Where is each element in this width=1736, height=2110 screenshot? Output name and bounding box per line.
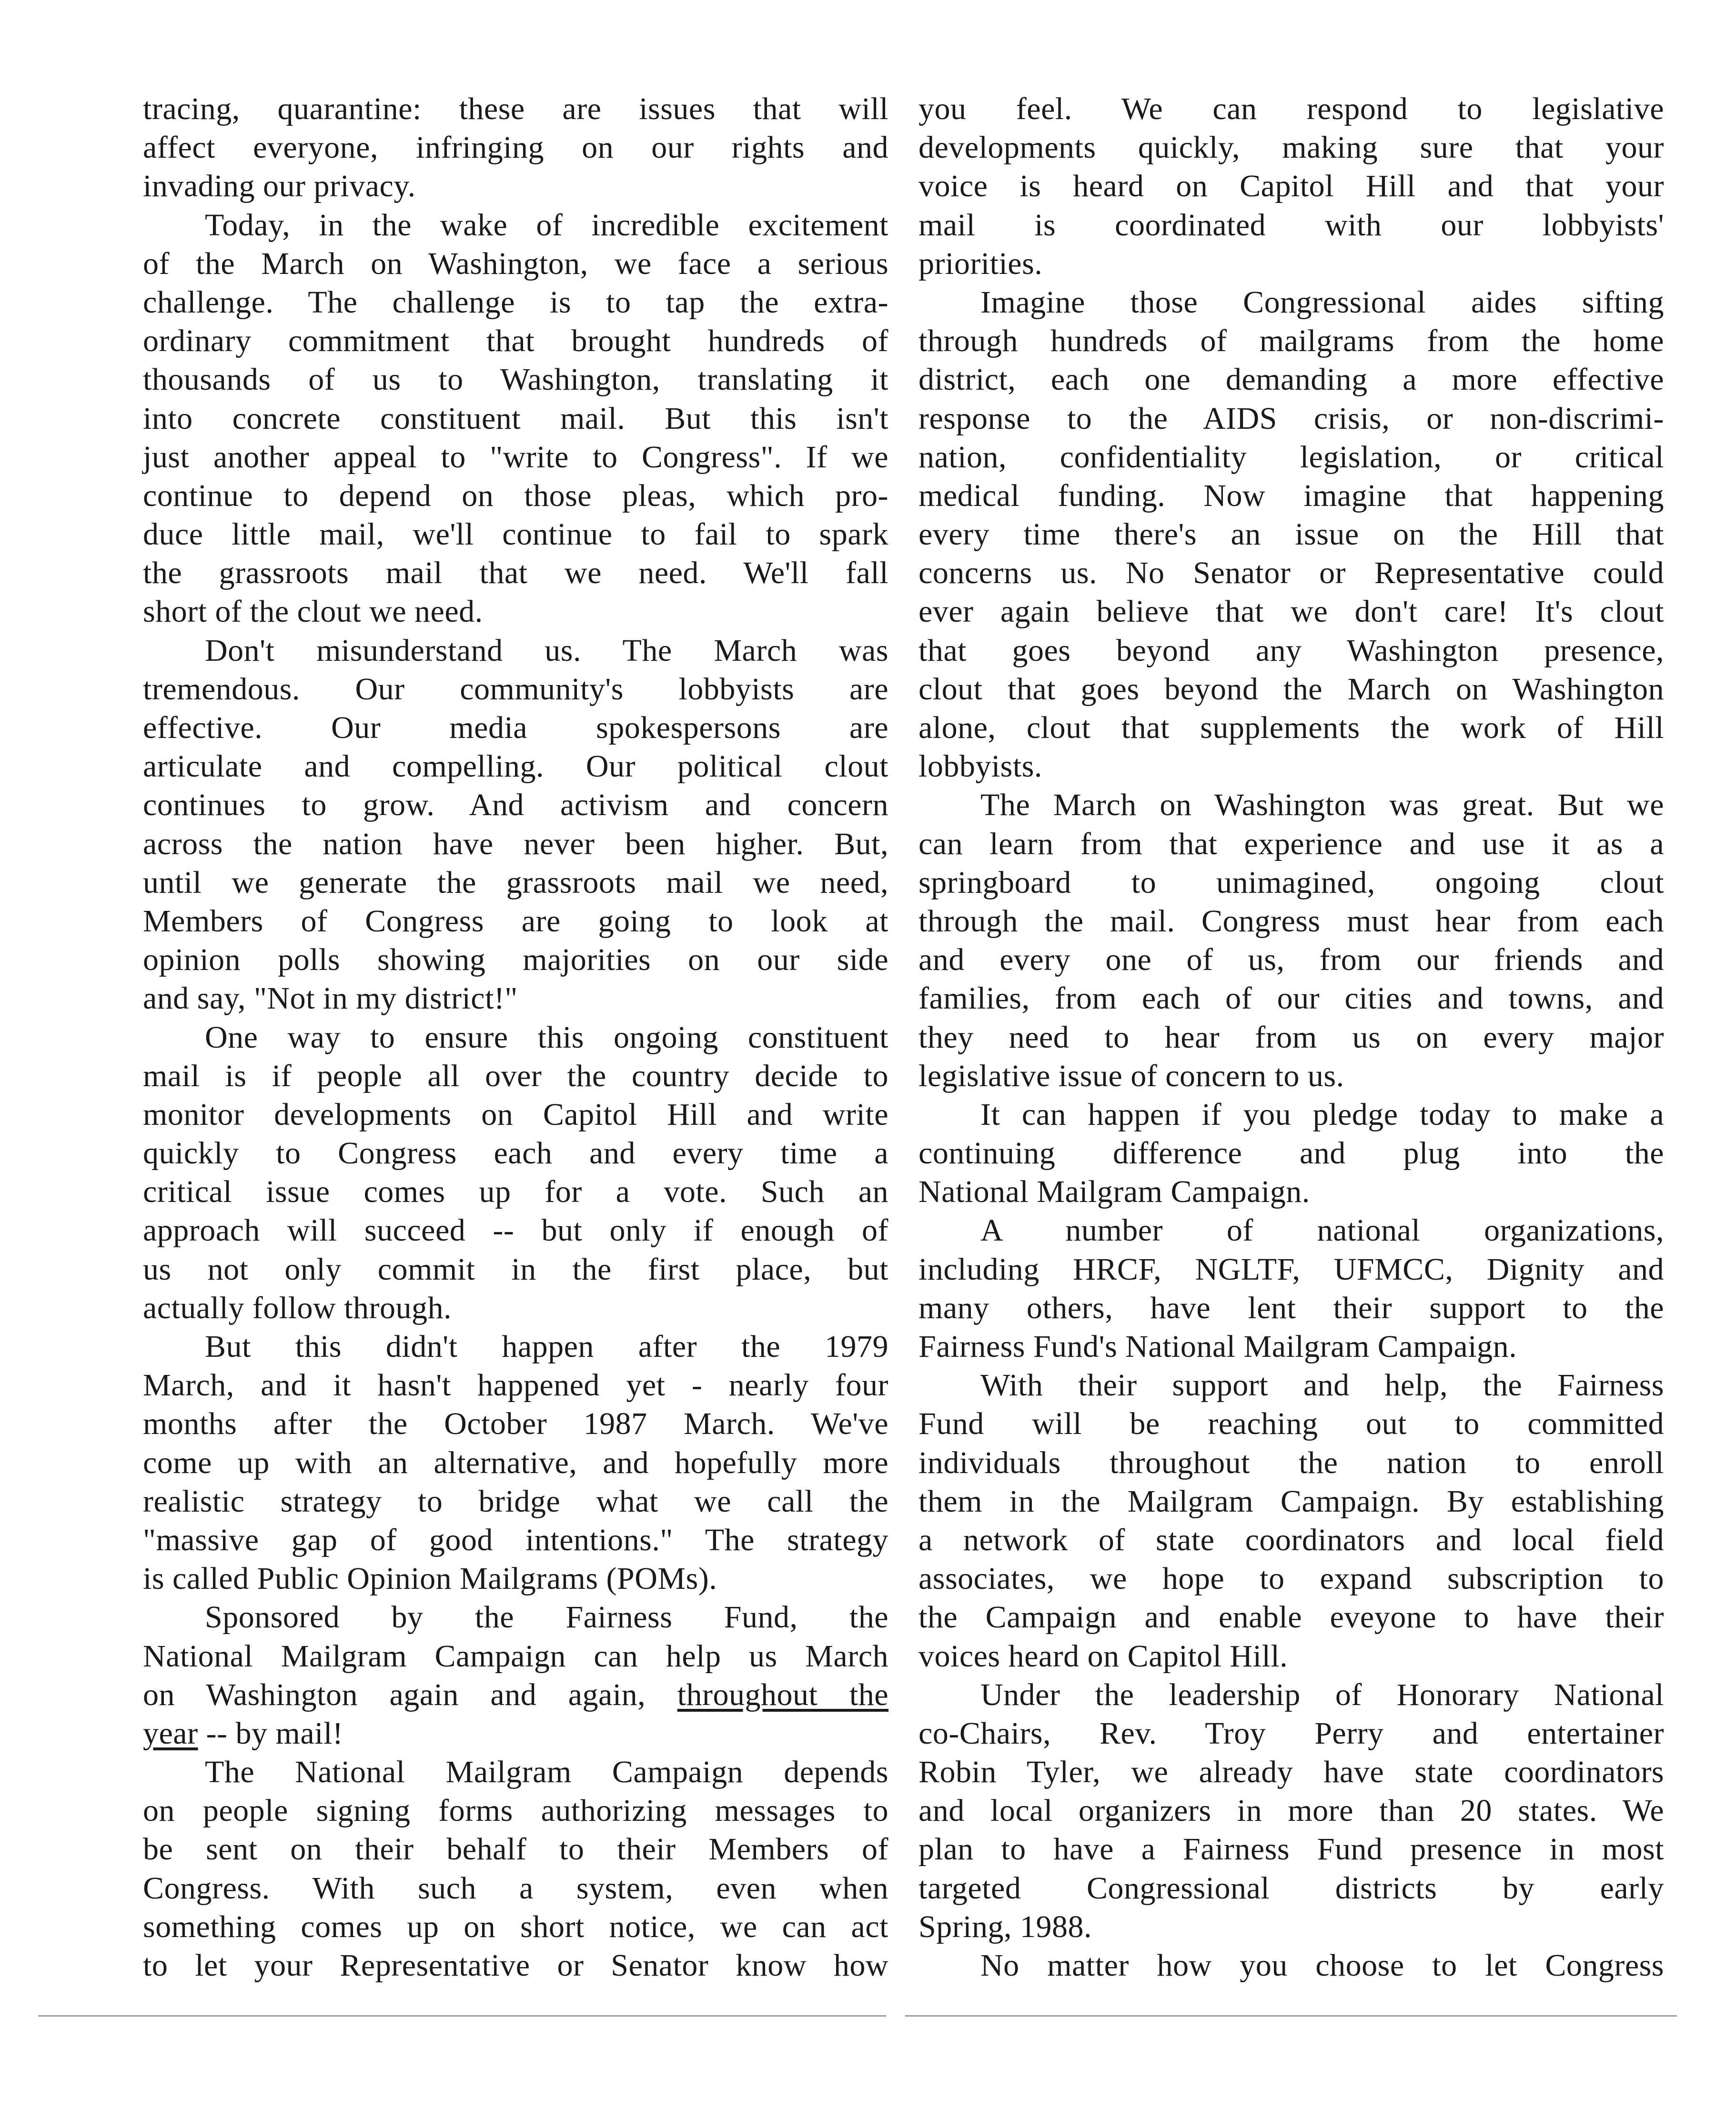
text-line <box>918 940 1664 979</box>
line-text: It can happen if you pledge today to make a <box>980 1097 1664 1132</box>
text-line <box>143 1327 888 1366</box>
line-text: and every one of us, from our friends and <box>918 942 1664 978</box>
line-text: Robin Tyler, we already have state coordinators <box>918 1755 1664 1790</box>
line-text: continuing difference and plug into the <box>918 1136 1664 1171</box>
line-text: across the nation have never been higher. But, <box>143 826 888 861</box>
line-text: One way to ensure this ongoing constituent <box>205 1020 888 1055</box>
line-text: quickly to Congress each and every time a <box>143 1136 888 1171</box>
footer-rule-right <box>905 2015 1677 2017</box>
line-text: response to the AIDS crisis, or non-discrimi- <box>918 401 1664 436</box>
line-text: realistic strategy to bridge what we call the <box>143 1484 888 1519</box>
text-line <box>918 1908 1664 1946</box>
text-line <box>918 1946 1664 1985</box>
line-text: The National Mailgram Campaign depends <box>205 1755 888 1790</box>
footer-rule-left <box>38 2015 886 2017</box>
text-line <box>918 360 1664 399</box>
line-text: through the mail. Congress must hear from each <box>918 903 1664 939</box>
line-text: months after the October 1987 March. We've <box>143 1406 888 1442</box>
text-line <box>143 476 888 515</box>
line-text: medical funding. Now imagine that happening <box>918 478 1664 513</box>
line-text: co-Chairs, Rev. Troy Perry and entertainer <box>918 1716 1664 1751</box>
underlined-text: year <box>143 1716 198 1751</box>
text-line <box>143 670 888 708</box>
text-line <box>918 1172 1664 1211</box>
text-line <box>918 1714 1664 1753</box>
line-text: duce little mail, we'll continue to fail to spark <box>143 517 888 552</box>
text-line <box>143 1250 888 1289</box>
text-line <box>143 1908 888 1946</box>
text-line <box>143 1444 888 1482</box>
line-text: of the March on Washington, we face a serious <box>143 246 888 281</box>
text-line <box>143 167 888 205</box>
line-text: But this didn't happen after the 1979 <box>205 1329 888 1364</box>
line-text: clout that goes beyond the March on Washington <box>918 671 1664 707</box>
line-text: voice is heard on Capitol Hill and that your <box>918 169 1664 204</box>
text-line <box>918 1289 1664 1327</box>
text-line <box>918 708 1664 747</box>
line-text: into concrete constituent mail. But this isn't <box>143 401 888 436</box>
text-line <box>918 786 1664 824</box>
line-text: just another appeal to "write to Congress". If we <box>143 439 888 474</box>
line-text: challenge. The challenge is to tap the extra- <box>143 284 888 320</box>
text-line <box>143 825 888 863</box>
line-text: us not only commit in the first place, but <box>143 1252 888 1287</box>
text-line <box>143 283 888 322</box>
line-text: continue to depend on those pleas, which pro- <box>143 478 888 513</box>
text-line <box>143 1676 888 1714</box>
line-text: alone, clout that supplements the work of Hill <box>918 710 1664 745</box>
text-line <box>918 1018 1664 1057</box>
left-column <box>143 90 888 1985</box>
line-text: plan to have a Fairness Fund presence in most <box>918 1832 1664 1867</box>
text-line <box>918 1637 1664 1676</box>
text-line <box>918 1366 1664 1404</box>
line-text: ordinary commitment that brought hundreds of <box>143 323 888 359</box>
text-line <box>143 438 888 476</box>
line-text: they need to hear from us on every major <box>918 1020 1664 1055</box>
line-text: No matter how you choose to let Congress <box>980 1948 1664 1983</box>
line-text: ever again believe that we don't care! It's clout <box>918 594 1664 629</box>
line-text: and say, "Not in my district!" <box>143 981 518 1016</box>
text-line <box>143 1057 888 1095</box>
text-line <box>918 747 1664 786</box>
line-text: Sponsored by the Fairness Fund, the <box>205 1600 888 1635</box>
line-text: is called Public Opinion Mailgrams (POMs). <box>143 1561 717 1596</box>
line-text: With their support and help, the Fairness <box>980 1368 1664 1403</box>
text-line <box>143 1404 888 1443</box>
text-line <box>143 979 888 1018</box>
line-text: a network of state coordinators and local field <box>918 1522 1664 1557</box>
text-line <box>918 1830 1664 1868</box>
text-line <box>918 1521 1664 1559</box>
text-line <box>918 322 1664 360</box>
line-text: Spring, 1988. <box>918 1909 1092 1944</box>
line-text: many others, have lent their support to the <box>918 1290 1664 1325</box>
text-line <box>918 1753 1664 1791</box>
text-line <box>918 244 1664 283</box>
text-line <box>918 1404 1664 1443</box>
line-text: nation, confidentiality legislation, or critical <box>918 439 1664 474</box>
line-text: continues to grow. And activism and concern <box>143 787 888 823</box>
line-text: monitor developments on Capitol Hill and write <box>143 1097 888 1132</box>
text-line <box>918 1482 1664 1521</box>
text-line <box>143 244 888 283</box>
text-line <box>918 979 1664 1018</box>
line-text: lobbyists. <box>918 749 1042 784</box>
text-line <box>143 1521 888 1559</box>
line-text: short of the clout we need. <box>143 594 483 629</box>
line-text: mail is coordinated with our lobbyists' <box>918 207 1664 242</box>
text-line <box>918 1791 1664 1830</box>
line-text: families, from each of our cities and towns, and <box>918 981 1664 1016</box>
text-line <box>918 128 1664 167</box>
text-line <box>918 1134 1664 1172</box>
line-text: Under the leadership of Honorary National <box>980 1677 1664 1712</box>
text-line <box>918 825 1664 863</box>
line-text: A number of national organizations, <box>980 1213 1664 1248</box>
line-text: come up with an alternative, and hopefully more <box>143 1445 888 1480</box>
line-text: including HRCF, NGLTF, UFMCC, Dignity and <box>918 1252 1664 1287</box>
text-line <box>918 167 1664 205</box>
line-text: targeted Congressional districts by early <box>918 1870 1664 1906</box>
text-line <box>143 708 888 747</box>
text-line <box>918 592 1664 631</box>
line-text: and local organizers in more than 20 states. We <box>918 1793 1664 1828</box>
text-line <box>918 1057 1664 1095</box>
text-line <box>918 1869 1664 1908</box>
text-line <box>918 1327 1664 1366</box>
text-line <box>918 1250 1664 1289</box>
line-text: district, each one demanding a more effective <box>918 362 1664 397</box>
line-text: concerns us. No Senator or Representative could <box>918 555 1664 591</box>
line-text: that goes beyond any Washington presence, <box>918 633 1664 668</box>
text-line <box>918 1559 1664 1598</box>
text-line <box>143 1559 888 1598</box>
text-line <box>143 1598 888 1636</box>
text-line <box>918 631 1664 670</box>
text-line <box>143 1211 888 1250</box>
line-text: the grassroots mail that we need. We'll fall <box>143 555 888 591</box>
text-line <box>143 1946 888 1985</box>
text-line <box>918 515 1664 554</box>
line-text: actually follow through. <box>143 1290 452 1325</box>
line-text: National Mailgram Campaign. <box>918 1174 1310 1210</box>
text-line <box>143 592 888 631</box>
line-text: "massive gap of good intentions." The strategy <box>143 1522 888 1557</box>
line-text: Today, in the wake of incredible excitement <box>205 207 888 242</box>
text-line <box>143 1869 888 1908</box>
line-text: effective. Our media spokespersons are <box>143 710 888 745</box>
line-text: tracing, quarantine: these are issues that will <box>143 91 888 126</box>
line-text: articulate and compelling. Our political clout <box>143 749 888 784</box>
line-text: to let your Representative or Senator know how <box>143 1948 888 1983</box>
text-line <box>143 322 888 360</box>
line-text: legislative issue of concern to us. <box>918 1058 1344 1093</box>
text-line <box>143 1791 888 1830</box>
text-line <box>918 1444 1664 1482</box>
line-text: can learn from that experience and use it as a <box>918 826 1664 861</box>
text-line <box>143 786 888 824</box>
text-line <box>918 863 1664 902</box>
text-line <box>918 206 1664 244</box>
line-text: Don't misunderstand us. The March was <box>205 633 888 668</box>
line-text: critical issue comes up for a vote. Such an <box>143 1174 888 1210</box>
line-text: associates, we hope to expand subscription to <box>918 1561 1664 1596</box>
line-text: Members of Congress are going to look at <box>143 903 888 939</box>
line-text: on people signing forms authorizing messages to <box>143 1793 888 1828</box>
text-line <box>143 1830 888 1868</box>
text-line <box>143 863 888 902</box>
text-line <box>143 1095 888 1134</box>
text-line <box>918 1211 1664 1250</box>
text-line <box>143 1366 888 1404</box>
text-line <box>918 1676 1664 1714</box>
line-text: on Washington again and again, <box>143 1677 646 1712</box>
text-line <box>918 1598 1664 1636</box>
right-column <box>918 90 1664 1985</box>
line-text: until we generate the grassroots mail we need, <box>143 865 888 900</box>
line-text: you feel. We can respond to legislative <box>918 91 1664 126</box>
line-text: thousands of us to Washington, translating it <box>143 362 888 397</box>
text-line <box>143 360 888 399</box>
text-line <box>143 399 888 438</box>
text-line <box>143 515 888 554</box>
text-line <box>918 670 1664 708</box>
text-line <box>143 940 888 979</box>
text-line <box>143 206 888 244</box>
line-text: -- by mail! <box>206 1716 343 1751</box>
line-text: Imagine those Congressional aides sifting <box>980 284 1664 320</box>
text-line <box>143 128 888 167</box>
text-line <box>143 902 888 940</box>
line-text: approach will succeed -- but only if enough of <box>143 1213 888 1248</box>
text-line <box>143 1714 888 1753</box>
line-text: opinion polls showing majorities on our side <box>143 942 888 978</box>
line-text: Fund will be reaching out to committed <box>918 1406 1664 1442</box>
text-line <box>143 554 888 592</box>
text-line <box>918 1095 1664 1134</box>
line-text: invading our privacy. <box>143 169 416 204</box>
text-line <box>143 1637 888 1676</box>
text-line <box>918 90 1664 128</box>
text-line <box>143 1134 888 1172</box>
line-text: Fairness Fund's National Mailgram Campaign. <box>918 1329 1517 1364</box>
line-text: Congress. With such a system, even when <box>143 1870 888 1906</box>
line-text: developments quickly, making sure that your <box>918 130 1664 165</box>
text-line <box>918 476 1664 515</box>
line-text: springboard to unimagined, ongoing clout <box>918 865 1664 900</box>
text-line <box>918 438 1664 476</box>
text-line <box>143 1018 888 1057</box>
line-text: priorities. <box>918 246 1043 281</box>
line-text: March, and it hasn't happened yet - nearly four <box>143 1368 888 1403</box>
underlined-text: throughout the <box>677 1677 888 1712</box>
text-line <box>143 1482 888 1521</box>
line-text: mail is if people all over the country decide to <box>143 1058 888 1093</box>
line-text: National Mailgram Campaign can help us March <box>143 1638 888 1674</box>
text-line <box>918 902 1664 940</box>
line-text: them in the Mailgram Campaign. By establishing <box>918 1484 1664 1519</box>
text-line <box>143 90 888 128</box>
line-text: affect everyone, infringing on our rights and <box>143 130 888 165</box>
text-line <box>143 1289 888 1327</box>
line-text: tremendous. Our community's lobbyists are <box>143 671 888 707</box>
line-text: individuals throughout the nation to enroll <box>918 1445 1664 1480</box>
text-line <box>143 631 888 670</box>
line-text: the Campaign and enable eveyone to have their <box>918 1600 1664 1635</box>
text-line <box>143 1172 888 1211</box>
line-text: every time there's an issue on the Hill that <box>918 517 1664 552</box>
line-text: The March on Washington was great. But we <box>980 787 1664 823</box>
text-line <box>918 399 1664 438</box>
line-text: be sent on their behalf to their Members of <box>143 1832 888 1867</box>
line-text: through hundreds of mailgrams from the home <box>918 323 1664 359</box>
line-text: voices heard on Capitol Hill. <box>918 1638 1288 1674</box>
text-line <box>143 747 888 786</box>
line-text: something comes up on short notice, we can act <box>143 1909 888 1944</box>
text-line <box>918 554 1664 592</box>
text-line <box>143 1753 888 1791</box>
text-line <box>918 283 1664 322</box>
